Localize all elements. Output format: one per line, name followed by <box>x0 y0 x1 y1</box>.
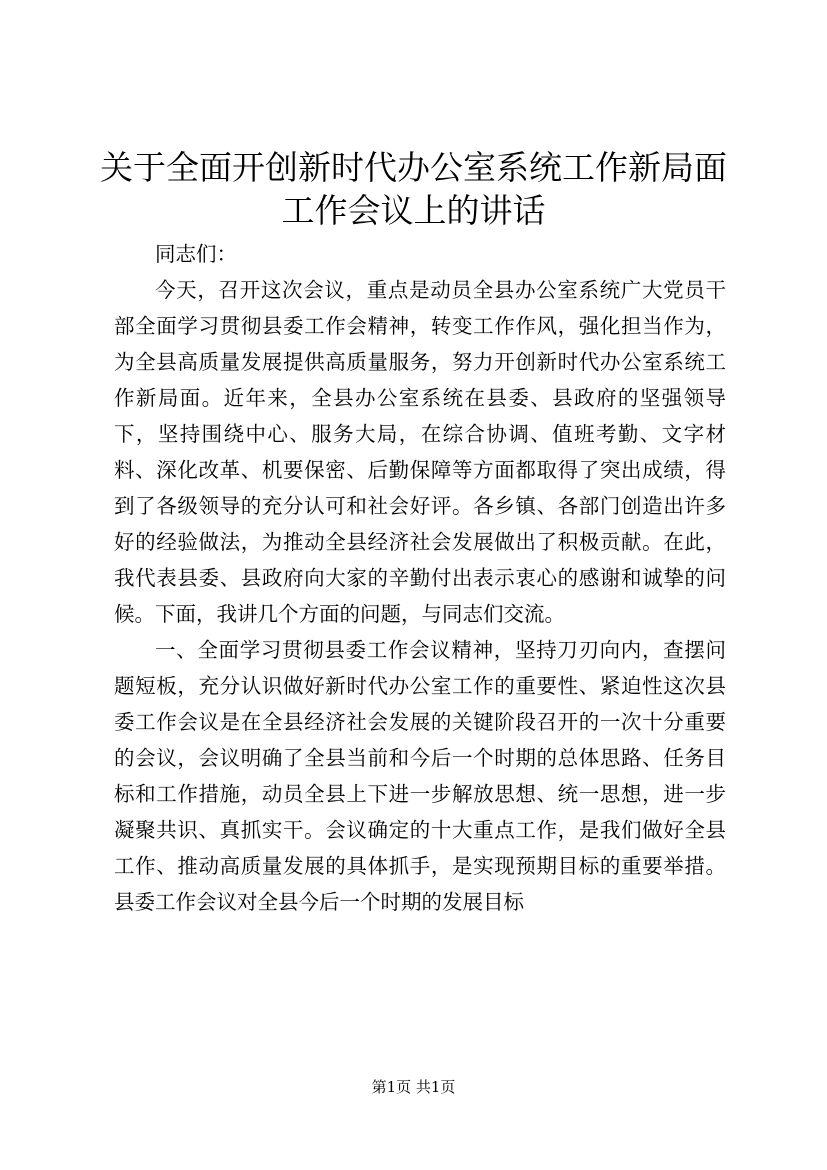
paragraph-1: 今天，召开这次会议，重点是动员全县办公室系统广大党员干部全面学习贯彻县委工作会精神，转变工作作风，强化担当作为，为全县高质量发展提供高质量服务，努力开创新时代办公室系统工作新局面。近年来，全县办公室系统在县委、县政府的坚强领导下，坚持围绕中心、服务大局，在综合协调、值班考勤、文字材料、深化改革、机要保密、后勤保障等方面都取得了突出成绩，得到了各级领导的充分认可和社会好评。各乡镇、各部门创造出许多好的经验做法，为推动全县经济社会发展做出了积极贡献。在此，我代表县委、县政府向大家的辛勤付出表示衷心的感谢和诚挚的问候。下面，我讲几个方面的问题，与同志们交流。 <box>114 278 726 626</box>
document-title: 关于全面开创新时代办公室系统工作新局面工作会议上的讲话 <box>100 148 727 230</box>
document-body <box>114 236 726 920</box>
paragraph-2: 一、全面学习贯彻县委工作会议精神，坚持刀刃向内，查摆问题短板，充分认识做好新时代办公室工作的重要性、紧迫性这次县委工作会议是在全县经济社会发展的关键阶段召开的一次十分重要的会议，会议明确了全县当前和今后一个时期的总体思路、任务目标和工作措施，动员全县上下进一步解放思想、统一思想，进一步凝聚共识、真抓实干。会议确定的十大重点工作，是我们做好全县工作、推动高质量发展的具体抓手，是实现预期目标的重要举措。县委工作会议对全县今后一个时期的发展目标 <box>114 638 726 914</box>
page-footer: 第1页 共1页 <box>371 1078 456 1096</box>
salutation: 同志们： <box>155 242 237 266</box>
